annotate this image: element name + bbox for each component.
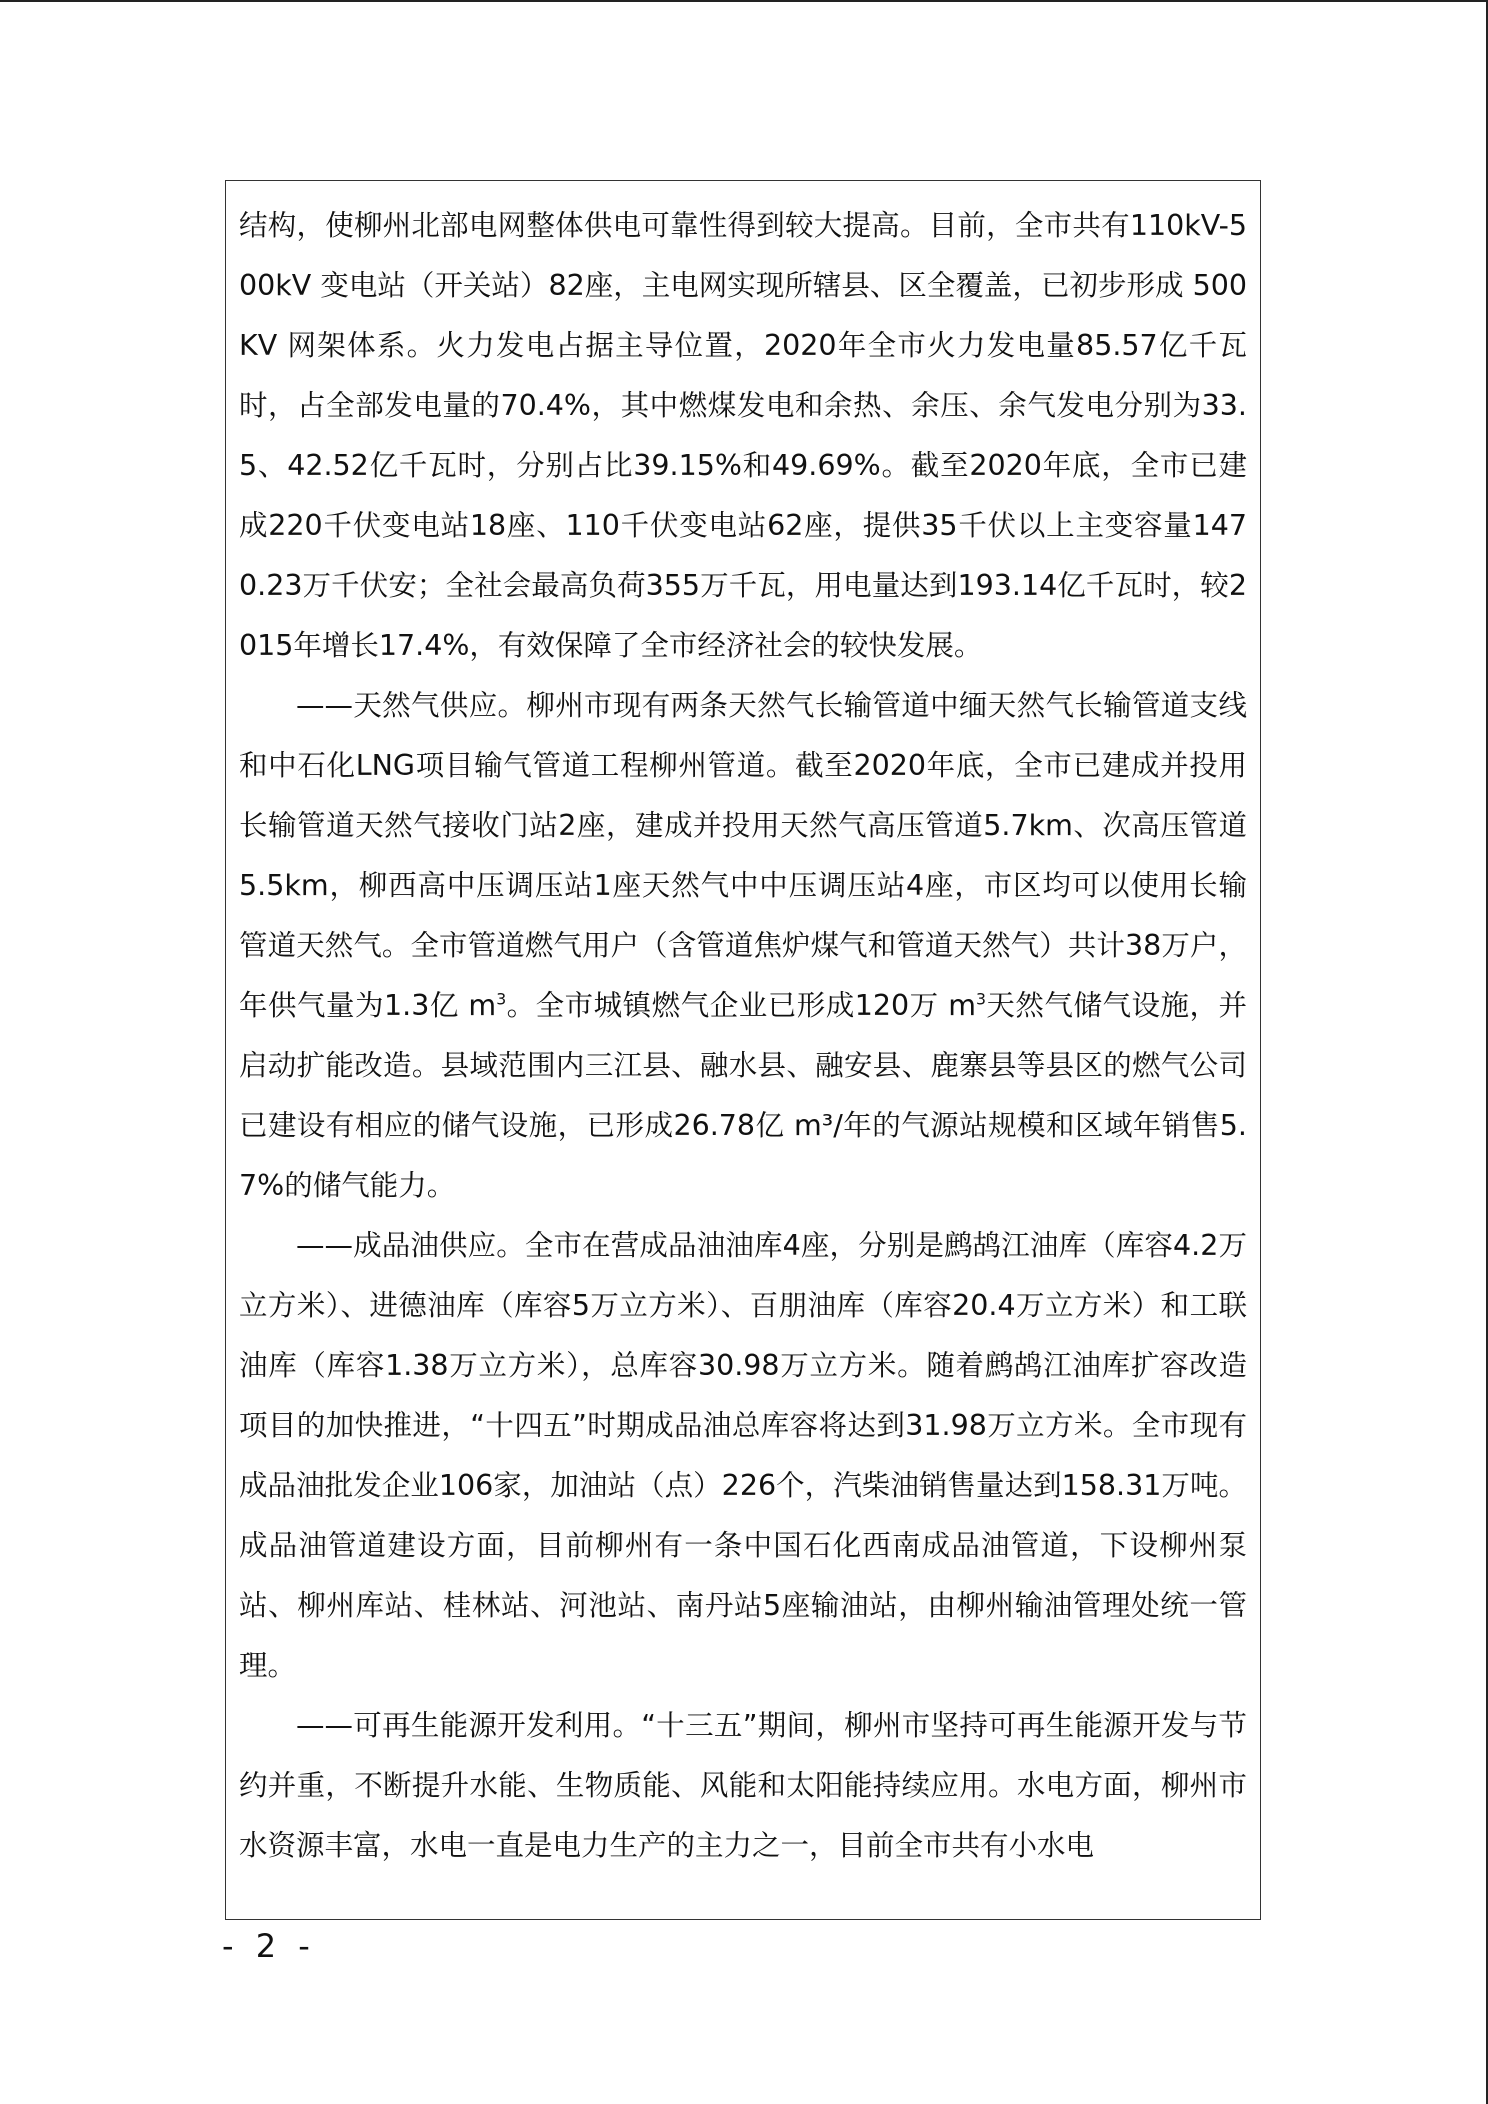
paragraph-refined-oil: ——成品油供应。全市在营成品油油库4座，分别是鹧鸪江油库（库容4.2万立方米）、进德油库（库容5万立方米）、百朋油库（库容20.4万立方米）和工联油库（库容1.38万立方米），总库容30.98万立方米。随着鹧鸪江油库扩容改造项目的加快推进，“十四五”时期成品油总库容将达到31.98万立方米。全市现有成品油批发企业106家，加油站（点）226个，汽柴油销售量达到158.31万吨。成品油管道建设方面，目前柳州有一条中国石化西南成品油管道，下设柳州泵站、柳州库站、桂林站、河池站、南丹站5座输油站，由柳州输油管理处统一管理。 [239,1229,1247,1682]
paragraph-natural-gas [239,676,1247,1216]
top-border-line [0,0,1488,2]
text-frame [225,180,1261,1920]
page-number: - 2 - [222,1927,316,1965]
gas-text-part-b: 。全市城镇燃气企业已形成120万 m [506,989,976,1022]
gas-superscript-1: 3 [496,989,507,1009]
paragraph-power-grid: 结构，使柳州北部电网整体供电可靠性得到较大提高。目前，全市共有110kV-500kV 变电站（开关站）82座，主电网实现所辖县、区全覆盖，已初步形成 500KV 网架体系。火力发电占据主导位置，2020年全市火力发电量85.57亿千瓦时，占全部发电量的70.4%，其中燃煤发电和余热、余压、余气发电分别为33.5、42.52亿千瓦时，分别占比39.15%和49.69%。截至2020年底，全市已建成220千伏变电站18座、110千伏变电站62座，提供35千伏以上主变容量1470.23万千伏安；全社会最高负荷355万千瓦，用电量达到193.14亿千瓦时，较2015年增长17.4%，有效保障了全市经济社会的较快发展。 [239,209,1247,662]
gas-text-part-c: 天然气储气设施，并启动扩能改造。县域范围内三江县、融水县、融安县、鹿寨县等县区的燃气公司已建设有相应的储气设施，已形成26.78亿 m³/年的气源站规模和区域年销售5.7%的储气能力。 [239,989,1247,1202]
gas-text-part-a: ——天然气供应。柳州市现有两条天然气长输管道中缅天然气长输管道支线和中石化LNG项目输气管道工程柳州管道。截至2020年底，全市已建成并投用长输管道天然气接收门站2座，建成并投用天然气高压管道5.7km、次高压管道5.5km，柳西高中压调压站1座天然气中中压调压站4座，市区均可以使用长输管道天然气。全市管道燃气用户（含管道焦炉煤气和管道天然气）共计38万户，年供气量为1.3亿 m [239,689,1247,1022]
paragraph-renewable-energy: ——可再生能源开发利用。“十三五”期间，柳州市坚持可再生能源开发与节约并重，不断提升水能、生物质能、风能和太阳能持续应用。水电方面，柳州市水资源丰富，水电一直是电力生产的主力之一，目前全市共有小水电 [239,1709,1247,1862]
gas-superscript-2: 3 [975,989,986,1009]
